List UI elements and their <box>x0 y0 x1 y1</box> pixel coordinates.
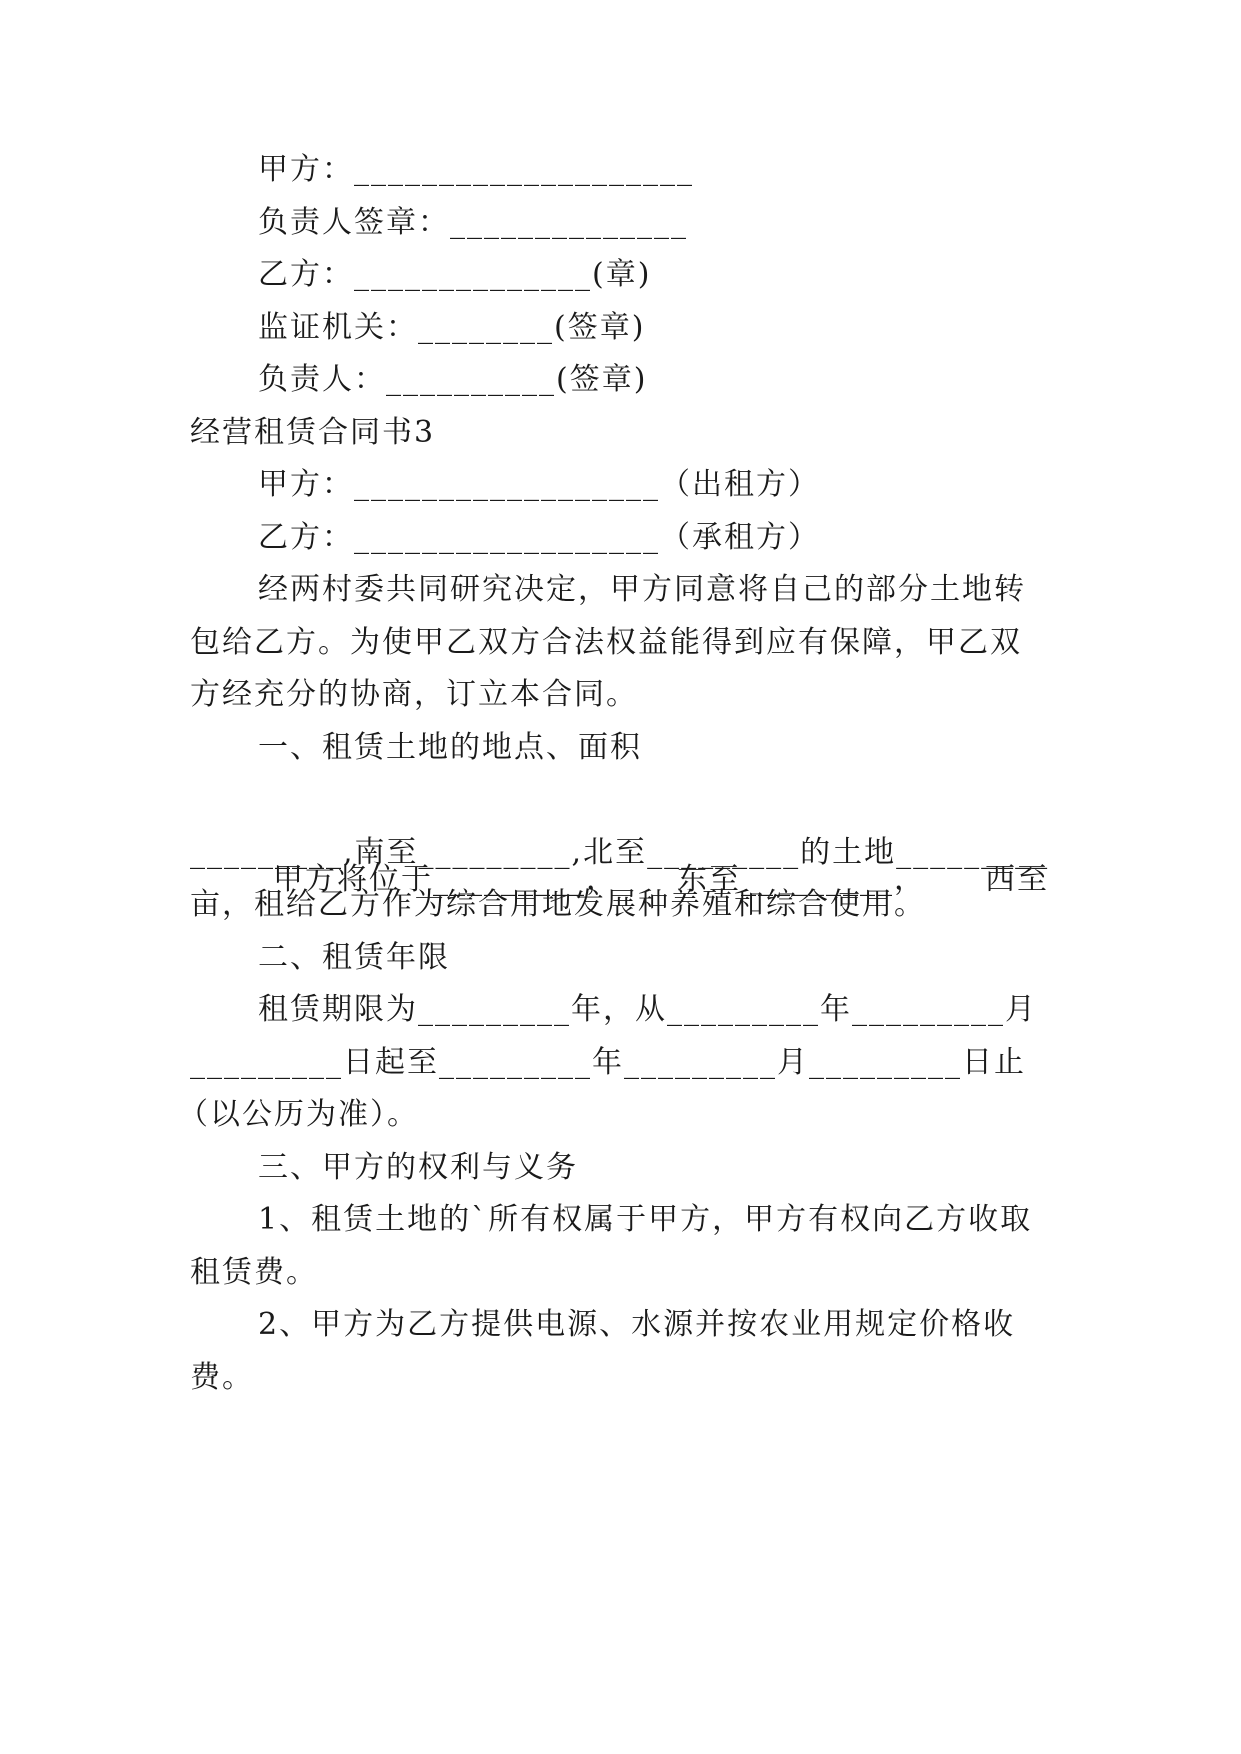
section1-line: 亩，租给乙方作为综合用地发展种养殖和综合使用。 <box>190 887 926 922</box>
sig-supervisor-rep: 负责人：__________(签章) <box>258 362 648 397</box>
intro-line: 方经充分的协商，订立本合同。 <box>190 677 638 712</box>
sig-party-a-rep: 负责人签章：______________ <box>258 205 688 240</box>
section3-heading: 三、甲方的权利与义务 <box>258 1150 578 1185</box>
section1-heading: 一、租赁土地的地点、面积 <box>258 730 642 765</box>
party-b-line: 乙方：__________________（承租方） <box>258 520 820 555</box>
section2-line: （以公历为准）。 <box>178 1097 419 1132</box>
section2-line: 租赁期限为_________年，从_________年_________月 <box>258 992 1037 1027</box>
section1-segment: 东至_________， <box>677 862 926 897</box>
section1-segment: 西至 <box>985 862 1049 897</box>
section3-item1: 1、租赁土地的`所有权属于甲方，甲方有权向乙方收取 <box>258 1202 1033 1237</box>
section2-line: _________日起至_________年_________月_________日止 <box>190 1045 1026 1080</box>
section2-heading: 二、租赁年限 <box>258 940 450 975</box>
sig-party-a: 甲方：____________________ <box>258 152 694 187</box>
section3-item2-cont: 费。 <box>190 1360 254 1395</box>
party-a-line: 甲方：__________________（出租方） <box>258 467 820 502</box>
sig-supervisor: 监证机关：________(签章) <box>258 310 646 345</box>
contract-title: 经营租赁合同书3 <box>190 415 436 450</box>
section1-segment: 甲方将位于_________， <box>273 862 618 897</box>
section1-line: _________,南至_________,北至_________的土地_________ <box>190 835 1050 870</box>
sig-party-b: 乙方：______________(章) <box>258 257 652 292</box>
intro-line: 包给乙方。为使甲乙双方合法权益能得到应有保障，甲乙双 <box>190 625 1022 660</box>
section3-item2: 2、甲方为乙方提供电源、水源并按农业用规定价格收 <box>258 1307 1016 1342</box>
section3-item1-cont: 租赁费。 <box>190 1255 318 1290</box>
intro-line: 经两村委共同研究决定，甲方同意将自己的部分土地转 <box>258 572 1026 607</box>
